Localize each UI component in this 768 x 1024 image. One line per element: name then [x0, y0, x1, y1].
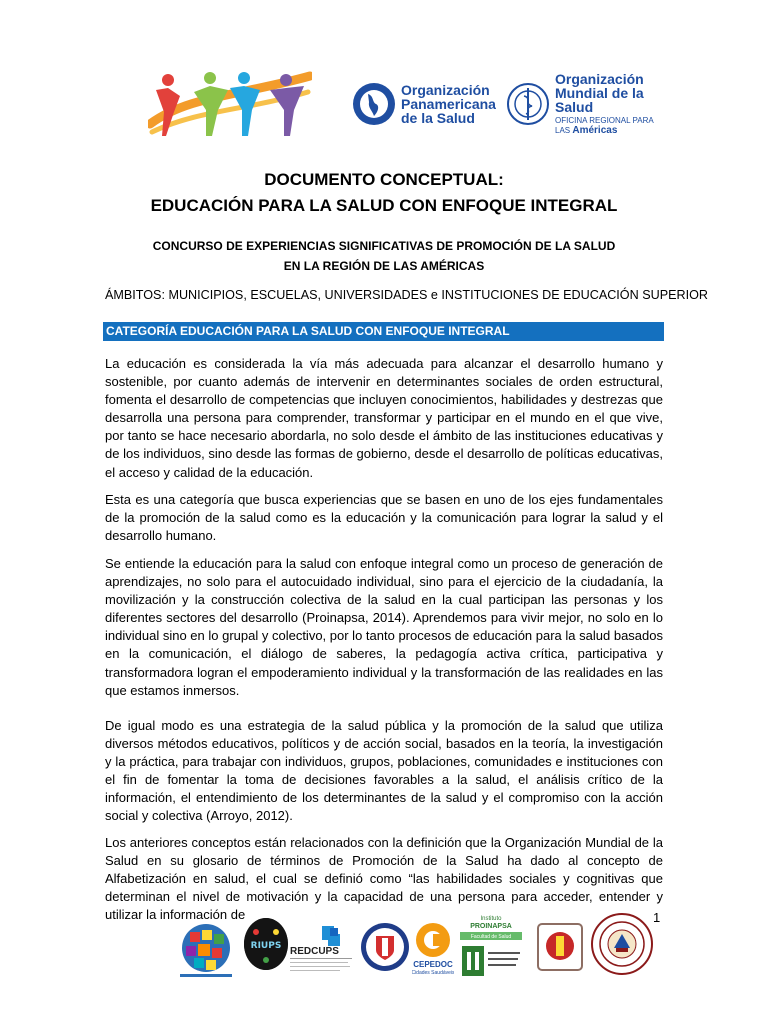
ops-name-line2: Panamericana: [401, 96, 496, 112]
riups-logo: [244, 918, 288, 970]
subtitle-line2: EN LA REGIÓN DE LAS AMÉRICAS: [283, 259, 485, 273]
riups-label: RIUPS: [250, 941, 282, 951]
paragraph-1: La educación es considerada la vía más adecuada para alcanzar el desarrollo humano y sostenible, por cuanto además de intervenir en determinantes sociales de orden estructural, fomenta el desarrollo de competencias que incluyen conocimientos, habilidades y destrezas que desarrolla una persona para comprender, transformar y participar en el mundo en el que vive, por tanto se hace necesario abordarla, no solo desde el ámbito de las instituciones educativas y de los individuos, sino desde las formas de gobierno, desde el desarrollo de políticas educativas, el acceso y calidad de la educación.: [105, 356, 663, 480]
ops-logo: [352, 74, 496, 134]
redcups-title: REDCUPS: [290, 946, 339, 957]
network-mosaic-logo: [176, 922, 236, 980]
proinapsa-line3: Facultad de Salud: [470, 934, 512, 940]
ambitos-line: ÁMBITOS: MUNICIPIOS, ESCUELAS, UNIVERSIDADES e INSTITUCIONES DE EDUCACIÓN SUPERIOR: [105, 288, 708, 302]
university-seal-logo: [590, 912, 654, 976]
university-shield-logo: [360, 922, 410, 972]
oms-name-line2: Mundial de la Salud: [555, 85, 644, 115]
ops-emblem-icon: [352, 82, 396, 126]
page-number: 1: [653, 910, 661, 925]
paragraph-3: Se entiende la educación para la salud con enfoque integral como un proceso de generación de aprendizajes, no solo para el autocuidado individual, sino para el ejercicio de la ciudadanía, la movilización y la construcción colectiva de la salud en la cual participan las personas y los diferentes sectores del desarrollo (Proinapsa, 2014). Aprendemos para vivir mejor, no solo en lo individual sino en lo grupal y colectivo, por lo tanto procesos de educación para la salud basados en la comunicación, el diálogo de saberes, la pedagogía activa crítica, participativa y transformadora logran el empoderamiento individual y la transformación de las realidades en las que estamos inmersos.: [105, 556, 663, 698]
who-emblem-icon: [506, 82, 550, 126]
document-title-line1: DOCUMENTO CONCEPTUAL:: [264, 170, 504, 189]
document-title-line2: EDUCACIÓN PARA LA SALUD CON ENFOQUE INTEGRAL: [150, 196, 618, 215]
ops-name-line1: Organización: [401, 82, 490, 98]
cepedoc-sublabel: Cidades Saudáveis: [412, 970, 454, 976]
paragraph-2: Esta es una categoría que busca experiencias que se basen en uno de los ejes fundamentales de la promoción de la salud como es la educación y la comunicación para lograr la salud y el desarrollo humano.: [105, 492, 663, 544]
paragraph-5: Los anteriores conceptos están relacionados con la definición que la Organización Mundial de la Salud en su glosario de términos de Promoción de la Salud ha dado al concepto de Alfabetización en salud, el cual se definió como “las habilidades sociales y cognitivas que determinan el nivel de motivación y la capacidad de una persona para acceder, entender y utilizar la información de: [105, 835, 663, 923]
oms-logo: [506, 71, 666, 136]
ops-name-line3: de la Salud: [401, 110, 475, 126]
people-logo: [148, 66, 312, 144]
oms-region: Américas: [572, 125, 618, 136]
subtitle-line1: CONCURSO DE EXPERIENCIAS SIGNIFICATIVAS DE PROMOCIÓN DE LA SALUD: [152, 239, 616, 253]
oms-region-prefix: OFICINA REGIONAL PARA LAS: [555, 116, 654, 135]
category-heading-bar: CATEGORÍA EDUCACIÓN PARA LA SALUD CON ENFOQUE INTEGRAL: [103, 322, 664, 341]
oms-name-line1: Organización: [555, 71, 644, 87]
cepedoc-logo: [412, 922, 454, 976]
redcups-logo: [288, 924, 354, 974]
paragraph-4: De igual modo es una estrategia de la salud pública y la promoción de la salud que utiliza diversos métodos educativos, políticos y de acción social, basados en la teoría, la investigación y la práctica, para trabajar con individuos, grupos, poblaciones, comunidades e instituciones con el fin de fomentar la toma de decisiones favorables a la salud, el análisis crítico de la información, el entendimiento de los determinantes de la salud y el compromiso con la acción social y colectiva (Arroyo, 2012).: [105, 718, 663, 824]
university-crest-logo: [532, 920, 588, 974]
proinapsa-line2: PROINAPSA: [470, 923, 512, 930]
cepedoc-label: CEPEDOC: [413, 960, 453, 969]
proinapsa-line1: Instituto: [480, 916, 502, 922]
proinapsa-uis-logo: [458, 912, 524, 984]
